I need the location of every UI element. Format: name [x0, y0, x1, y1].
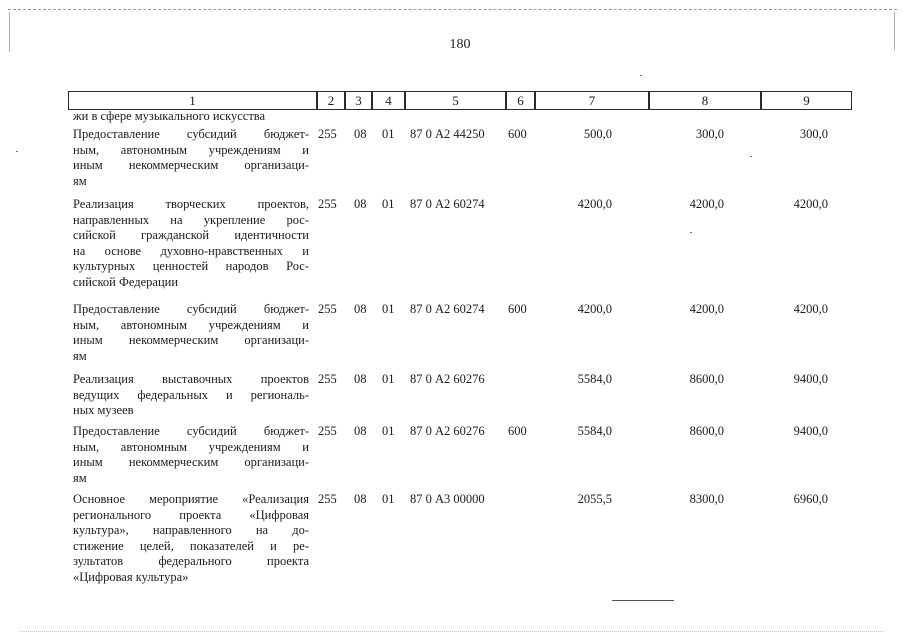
description-line: «Цифровая культура»: [73, 569, 189, 584]
description-line: Основное мероприятие «Реализация: [73, 492, 309, 506]
description-line: Реализация выставочных проектов: [73, 372, 309, 386]
cell-col-3: 08: [354, 127, 367, 141]
cell-col-4: 01: [382, 372, 395, 386]
description-line: Предоставление субсидий бюджет-: [73, 302, 309, 316]
cell-col-4: 01: [382, 197, 395, 211]
cell-col-8: 8600,0: [689, 424, 724, 438]
cell-col-8: 300,0: [695, 127, 724, 141]
cell-col-2: 255: [318, 197, 337, 211]
cell-col-8: 8600,0: [689, 372, 724, 386]
cell-col-3: 08: [354, 492, 367, 506]
cell-col-7: 4200,0: [577, 197, 612, 211]
description-line: ям: [73, 470, 87, 485]
header-cell-1: 1: [68, 91, 317, 110]
cell-col-2: 255: [318, 492, 337, 506]
scan-speck: [750, 156, 752, 157]
cell-col-4: 01: [382, 424, 395, 438]
header-cell-4: 4: [372, 91, 405, 110]
description-line: ведущих федеральных и региональ-: [73, 387, 309, 402]
description-line: иным некоммерческим организаци-: [73, 158, 309, 173]
description-line: направленных на укрепление рос-: [73, 212, 309, 227]
description-line: регионального проекта «Цифровая: [73, 507, 309, 522]
description-line: ям: [73, 348, 87, 363]
cell-col-7: 4200,0: [577, 302, 612, 316]
header-cell-5: 5: [405, 91, 506, 110]
cell-col-5: 87 0 А2 60276: [410, 424, 485, 438]
description-line: культурных ценностей народов Рос-: [73, 259, 309, 274]
row-description: [73, 302, 309, 364]
description-line: ным, автономным учреждениям и: [73, 317, 309, 332]
cell-col-2: 255: [318, 424, 337, 438]
description-line: иным некоммерческим организаци-: [73, 333, 309, 348]
description-line: сийской Федерации: [73, 274, 179, 289]
description-line: Предоставление субсидий бюджет-: [73, 127, 309, 141]
table-header: [68, 91, 852, 110]
cell-col-5: 87 0 А2 60274: [410, 197, 485, 211]
cell-col-3: 08: [354, 424, 367, 438]
page-number: 180: [449, 37, 471, 52]
cell-col-9: 9400,0: [793, 424, 828, 438]
scan-border-right: [894, 12, 895, 50]
header-cell-3: 3: [345, 91, 372, 110]
description-line: Реализация творческих проектов,: [73, 197, 309, 211]
cell-col-6: 600: [508, 127, 527, 141]
cell-col-7: 5584,0: [577, 424, 612, 438]
description-line: ным, автономным учреждениям и: [73, 142, 309, 157]
cell-col-8: 4200,0: [689, 197, 724, 211]
cell-col-6: 600: [508, 424, 527, 438]
cell-col-3: 08: [354, 302, 367, 316]
row-description: [73, 372, 309, 419]
cell-col-6: 600: [508, 302, 527, 316]
header-cell-7: 7: [535, 91, 649, 110]
header-cell-2: 2: [317, 91, 345, 110]
cell-col-4: 01: [382, 492, 395, 506]
row-description: [73, 492, 309, 586]
scan-border-bottom: [20, 631, 885, 632]
cell-col-3: 08: [354, 372, 367, 386]
cell-col-7: 5584,0: [577, 372, 612, 386]
cell-col-4: 01: [382, 127, 395, 141]
row-description: [73, 127, 309, 189]
description-line: сийской гражданской идентичности: [73, 228, 309, 243]
description-line: ных музеев: [73, 403, 134, 418]
header-cell-8: 8: [649, 91, 761, 110]
cell-col-7: 500,0: [583, 127, 612, 141]
scan-speck: [690, 232, 692, 233]
row-description: [73, 197, 309, 291]
scan-mark: [612, 600, 674, 601]
description-line: Предоставление субсидий бюджет-: [73, 424, 309, 438]
header-cell-9: 9: [761, 91, 852, 110]
scan-speck: [16, 151, 18, 152]
cell-col-2: 255: [318, 372, 337, 386]
header-cell-6: 6: [506, 91, 535, 110]
cell-col-5: 87 0 А3 00000: [410, 492, 485, 506]
cell-col-9: 6960,0: [793, 492, 828, 506]
row-description: [73, 424, 309, 486]
continuation-text: жи в сфере музыкального искусства: [73, 109, 266, 123]
description-line: иным некоммерческим организаци-: [73, 455, 309, 470]
description-line: культура», направленного на до-: [73, 523, 309, 538]
description-line: зультатов федерального проекта: [73, 554, 309, 569]
scan-border-left: [9, 12, 10, 52]
scan-speck: [640, 75, 642, 76]
description-line: ям: [73, 173, 87, 188]
cell-col-2: 255: [318, 302, 337, 316]
cell-col-4: 01: [382, 302, 395, 316]
cell-col-3: 08: [354, 197, 367, 211]
description-line: на основе духовно-нравственных и: [73, 243, 309, 258]
cell-col-9: 4200,0: [793, 302, 828, 316]
cell-col-9: 4200,0: [793, 197, 828, 211]
cell-col-5: 87 0 А2 44250: [410, 127, 485, 141]
cell-col-5: 87 0 А2 60276: [410, 372, 485, 386]
description-line: ным, автономным учреждениям и: [73, 439, 309, 454]
cell-col-7: 2055,5: [577, 492, 612, 506]
cell-col-8: 4200,0: [689, 302, 724, 316]
cell-col-9: 9400,0: [793, 372, 828, 386]
cell-col-9: 300,0: [799, 127, 828, 141]
cell-col-8: 8300,0: [689, 492, 724, 506]
description-line: стижение целей, показателей и ре-: [73, 538, 309, 553]
scan-border-top: [8, 9, 897, 10]
cell-col-2: 255: [318, 127, 337, 141]
cell-col-5: 87 0 А2 60274: [410, 302, 485, 316]
